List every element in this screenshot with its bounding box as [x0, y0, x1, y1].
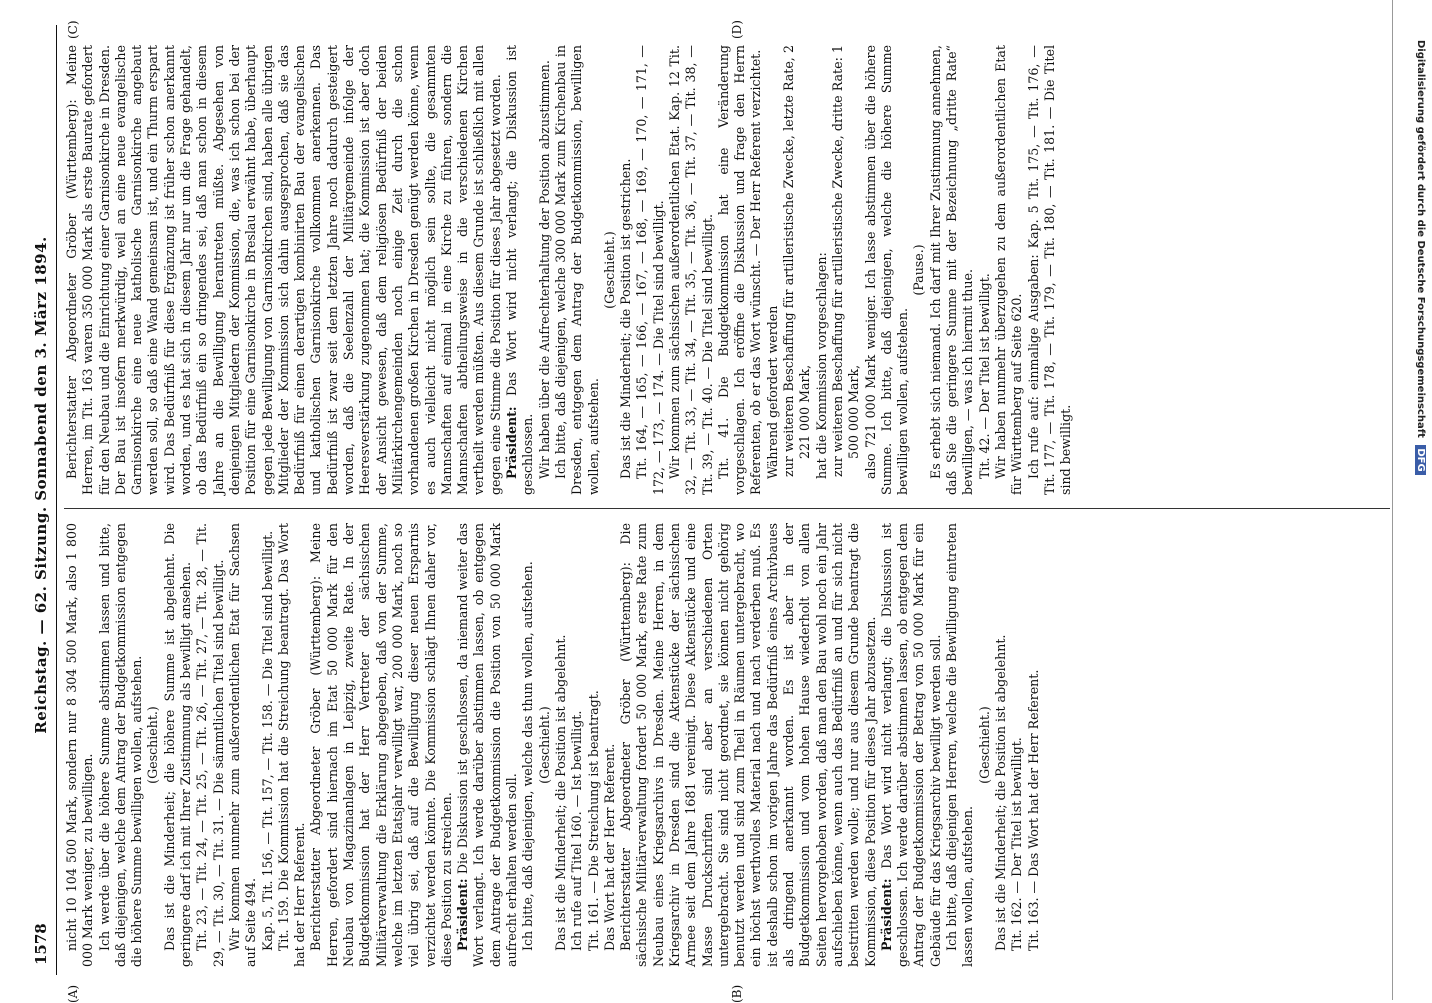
paragraph: Ich bitte, daß diejenigen Herren, welche die Bewilligung eintreten lassen wollen, aufstehen.: [944, 523, 976, 967]
paragraph: Während gefordert werden: [764, 305, 780, 479]
right-column: [64, 45, 1400, 495]
paragraph: hat die Kommission vorgeschlagen:: [813, 252, 829, 479]
paragraph: Ich rufe auf Titel 160. — Ist bewilligt.: [569, 710, 585, 951]
paragraph: Tit. 159. Die Kommission hat die Streichung beantragt. Das Wort hat der Herr Referent.: [275, 523, 308, 967]
speaker-label: Präsident:: [878, 878, 894, 951]
speaker-paragraph: Berichterstatter Abgeordneter Gröber (Württemberg): Meine Herren, gefordert sind hiernach im Etat 50 000 Mark für den Neubau von Magazinanlagen in Leipzig, zweite Rate. In der Budgetkommission hat der Herr Vertreter der sächsischen Militärverwaltung die Erklärung abgegeben, daß von der Summe, welche im letzten Etatsjahr verwilligt war, 200 000 Mark, noch so viel übrig sei, daß auf die Bewilligung dieser neuen Ersparnis verzichtet werden könnte. Die Kommission schlägt Ihnen daher vor, diese Position zu streichen.: [308, 523, 454, 967]
speaker-label: Präsident:: [504, 406, 520, 479]
margin-mark-b: (B): [730, 984, 744, 1003]
margin-mark-c: (C): [66, 20, 80, 39]
speaker-paragraph: Berichterstatter Abgeordneter Gröber (Württemberg): Die sächsische Militärverwaltung fordert 50 000 Mark, erste Rate zum Neubau eines Kriegsarchivs in Dresden. Meine Herren, in dem Kriegsarchiv in Dresden sind die Aktenstücke der sächsischen Armee seit dem Jahre 1681 vereinigt. Diese Aktenstücke und eine Masse Druckschriften sind aber an verschiedenen Orten untergebracht. Sie sind nicht geordnet, sie können nicht gehörig benutzt werden und sind zum Theil in Räumen untergebracht, wo ein höchst werthvolles Material nach und nach verderben muß. Es ist deshalb schon im vorigen Jahre das Bedürfniß eines Archivbaues als dringend anerkannt worden. Es ist aber in der Budgetkommission und vom hohen Hause wiederholt von allen Seiten hervorgehoben worden, daß man den Bau wohl noch ein Jahr aufschieben könne, wenn auch das Bedürfniß an und für sich nicht bestritten werden wolle; und nur aus diesem Grunde beantragt die Kommission, diese Position für dieses Jahr abzusetzen.: [618, 523, 878, 967]
paragraph: Wir kommen zum sächsischen außerordentlichen Etat. Kap. 12 Tit. 32, — Tit. 33, — Tit. 34, — Tit. 35, — Tit. 36, — Tit. 37, — Tit. 38, — Tit. 39, — Tit. 40. — Die Titel sind bewilligt.: [666, 45, 715, 495]
page-number: 1578: [32, 923, 50, 965]
paragraph: Kap. 5, Tit. 156, — Tit. 157, — Tit. 158. — Die Titel sind bewilligt.: [259, 530, 275, 951]
paragraph: (Geschieht.): [976, 706, 992, 784]
speaker-paragraph: Präsident: Die Diskussion ist geschlossen, da niemand weiter das Wort verlangt. Ich werde darüber abstimmen lassen, ob entgegen dem Antrage der Budgetkommission die Position von 50 000 Mark aufrecht erhalten werden soll.: [455, 523, 520, 967]
left-column: [64, 523, 1400, 967]
paragraph: Tit. 162. — Der Titel ist bewilligt.: [1009, 737, 1025, 951]
paragraph: Tit. 161. — Die Streichung ist beantragt.: [585, 690, 601, 951]
paragraph: Ich werde über die höhere Summe abstimmen lassen und bitte, daß diejenigen, welche dem Antrag der Budgetkommission entgegen die höhere Summe bewilligen wollen, aufstehen.: [96, 523, 145, 967]
scan-edge-line: [1392, 0, 1393, 1000]
paragraph: Das ist die Minderheit; die Position ist abgelehnt.: [992, 634, 1008, 951]
paragraph: Ich bitte, daß diejenigen, welche das thun wollen, aufstehen.: [520, 561, 536, 951]
paragraph: Wir haben nunmehr überzugehen zu dem außerordentlichen Etat für Württemberg auf Seite 620.: [992, 45, 1025, 495]
paragraph: Das ist die Minderheit; die höhere Summe ist abgelehnt. Die geringere darf ich mit Ihrer Zustimmung als bewilligt ansehen.: [161, 523, 194, 967]
paragraph: (Geschieht.): [536, 706, 552, 784]
paragraph: (Geschieht.): [601, 231, 617, 309]
speaker-paragraph: Präsident: Das Wort wird nicht verlangt; die Diskussion ist geschlossen.: [504, 45, 536, 495]
paragraph: Das Wort hat der Herr Referent.: [601, 743, 617, 951]
paragraph: Tit. 164, — 165, — 166, — 167, — 168, — 169, — 170, — 171, — 172, — 173, — 174. — Die Titel sind bewilligt.: [634, 45, 666, 495]
running-title: Reichstag. — 62. Sitzung. Sonnabend den 3. März 1894.: [32, 236, 50, 734]
paragraph: Tit. 163. — Das Wort hat der Herr Referent.: [1025, 669, 1041, 951]
speaker-paragraph: Berichterstatter Abgeordneter Gröber (Württemberg): Meine Herren, im Tit. 163 waren 350 000 Mark als erste Baurate gefordert für den Neubau und die Einrichtung einer Garnisonkirche in Dresden. Der Bau ist insofern merkwürdig, weil an eine neue evangelische Garnisonkirche eine neue katholische Garnisonkirche angebaut werden soll, so daß eine Wand gemeinsam ist, und ein Thurm erspart wird. Das Bedürfniß für diese Ergänzung ist früher schon anerkannt worden, und es hat sich in diesem Jahr nur um die Frage gehandelt, ob das Bedürfniß ein so dringendes sei, daß man schon in diesem Jahre an die Bewilligung herantreten müßte. Abgesehen von denjenigen Mitgliedern der Kommission, die, was ich schon bei der Position für eine Garnisonkirche in Breslau erwähnt habe, überhaupt gegen jede Bewilligung von Garnisonkirchen sind, haben alle übrigen Mitglieder der Kommission sich dahin ausgesprochen, daß sie das Bedürfniß für einen derartigen kombinirten Bau der evangelischen und katholischen Garnisonkirche vollkommen anerkennen. Das Bedürfniß ist zwar seit dem letzten Jahre noch dadurch gesteigert worden, daß die Seelenzahl der Militärgemeinde infolge der Heeresverstärkung zugenommen hat; die Kommission ist aber doch der Ansicht gewesen, daß dem religiösen Bedürfniß der beiden Militärkirchengemeinden noch einige Zeit durch die schon vorhandenen großen Kirchen in Dresden genügt werden könne, wenn es auch vielleicht nicht möglich sein sollte, die gesammten Mannschaften auf einmal in eine Kirche zu führen, sondern die Mannschaften abtheilungsweise in die verschiedenen Kirchen vertheilt werden müßten. Aus diesem Grunde ist schließlich mit allen gegen eine Stimme die Position für dieses Jahr abgesetzt worden.: [64, 45, 503, 495]
paragraph: (Pause.): [911, 244, 927, 296]
margin-mark-d: (D): [730, 20, 744, 39]
paragraph: Wir kommen nunmehr zum außerordentlichen Etat für Sachsen auf Seite 494.: [226, 523, 259, 967]
paragraph: Ich rufe auf: einmalige Ausgaben: Kap. 5 Tit. 175, — Tit. 176, — Tit. 177, — Tit. 178, — Tit. 179, — Tit. 180, — Tit. 181. — Die Titel sind bewilligt.: [1025, 45, 1074, 495]
paragraph: Tit. 42. — Der Titel ist bewilligt.: [976, 273, 992, 479]
paragraph: Tit. 23, — Tit. 24, — Tit. 25, — Tit. 26, — Tit. 27, — Tit. 28, — Tit. 29, — Tit. 30, — Tit. 31. — Die sämmtlichen Titel sind bewilligt.: [194, 523, 226, 967]
paragraph: (Geschieht.): [145, 706, 161, 784]
paragraph: Das ist die Minderheit; die Position ist gestrichen.: [618, 158, 634, 479]
paragraph: zur weiteren Beschaffung für artilleristische Zwecke, letzte Rate, 2 221 000 Mark,: [781, 45, 813, 477]
paragraph: Tit. 41. Die Budgetkommission hat eine Veränderung vorgeschlagen. Ich eröffne die Diskussion und frage den Herrn Referenten, ob er das Wort wünscht. — Der Herr Referent verzichtet.: [715, 45, 764, 495]
digitization-credit: [1404, 40, 1430, 960]
dfg-logo: DFG: [1415, 445, 1426, 474]
page-header: [30, 25, 56, 975]
paragraph: Ich bitte, daß diejenigen, welche 300 000 Mark zum Kirchenbau in Dresden, entgegen dem Antrag der Budgetkommission, bewilligen wollen, aufstehen.: [552, 45, 601, 495]
paragraph: Das ist die Minderheit; die Position ist abgelehnt.: [552, 634, 568, 951]
margin-mark-a: (A): [66, 984, 80, 1003]
credit-text: Digitalisierung gefördert durch die Deutsche Forschungsgemeinschaft: [1415, 40, 1426, 438]
header-rule: [56, 25, 57, 975]
paragraph: also 721 000 Mark weniger. Ich lasse abstimmen über die höhere Summe. Ich bitte, daß diejenigen, welche die höhere Summe bewilligen wollen, aufstehen.: [862, 45, 911, 495]
paragraph: Es erhebt sich niemand. Ich darf mit Ihrer Zustimmung annehmen, daß Sie die geringere Summe mit der Bezeichnung „dritte Rate“ bewilligen, — was ich hiermit thue.: [927, 45, 976, 495]
column-divider: [64, 508, 1390, 509]
speaker-paragraph: Präsident: Das Wort wird nicht verlangt; die Diskussion ist geschlossen. Ich werde darüber abstimmen lassen, ob entgegen dem Antrag der Budgetkommission der Betrag von 50 000 Mark für ein Gebäude für das Kriegsarchiv bewilligt werden soll.: [878, 523, 943, 967]
paragraph: Wir haben über die Aufrechterhaltung der Position abzustimmen.: [536, 60, 552, 479]
paragraph: zur weiteren Beschaffung für artilleristische Zwecke, dritte Rate: 1 500 000 Mark,: [829, 45, 862, 477]
paragraph: nicht 10 104 500 Mark, sondern nur 8 304 500 Mark, also 1 800 000 Mark weniger, zu bewilligen.: [64, 523, 96, 967]
speaker-label: Präsident:: [455, 878, 471, 951]
document-page: [30, 20, 1400, 1003]
